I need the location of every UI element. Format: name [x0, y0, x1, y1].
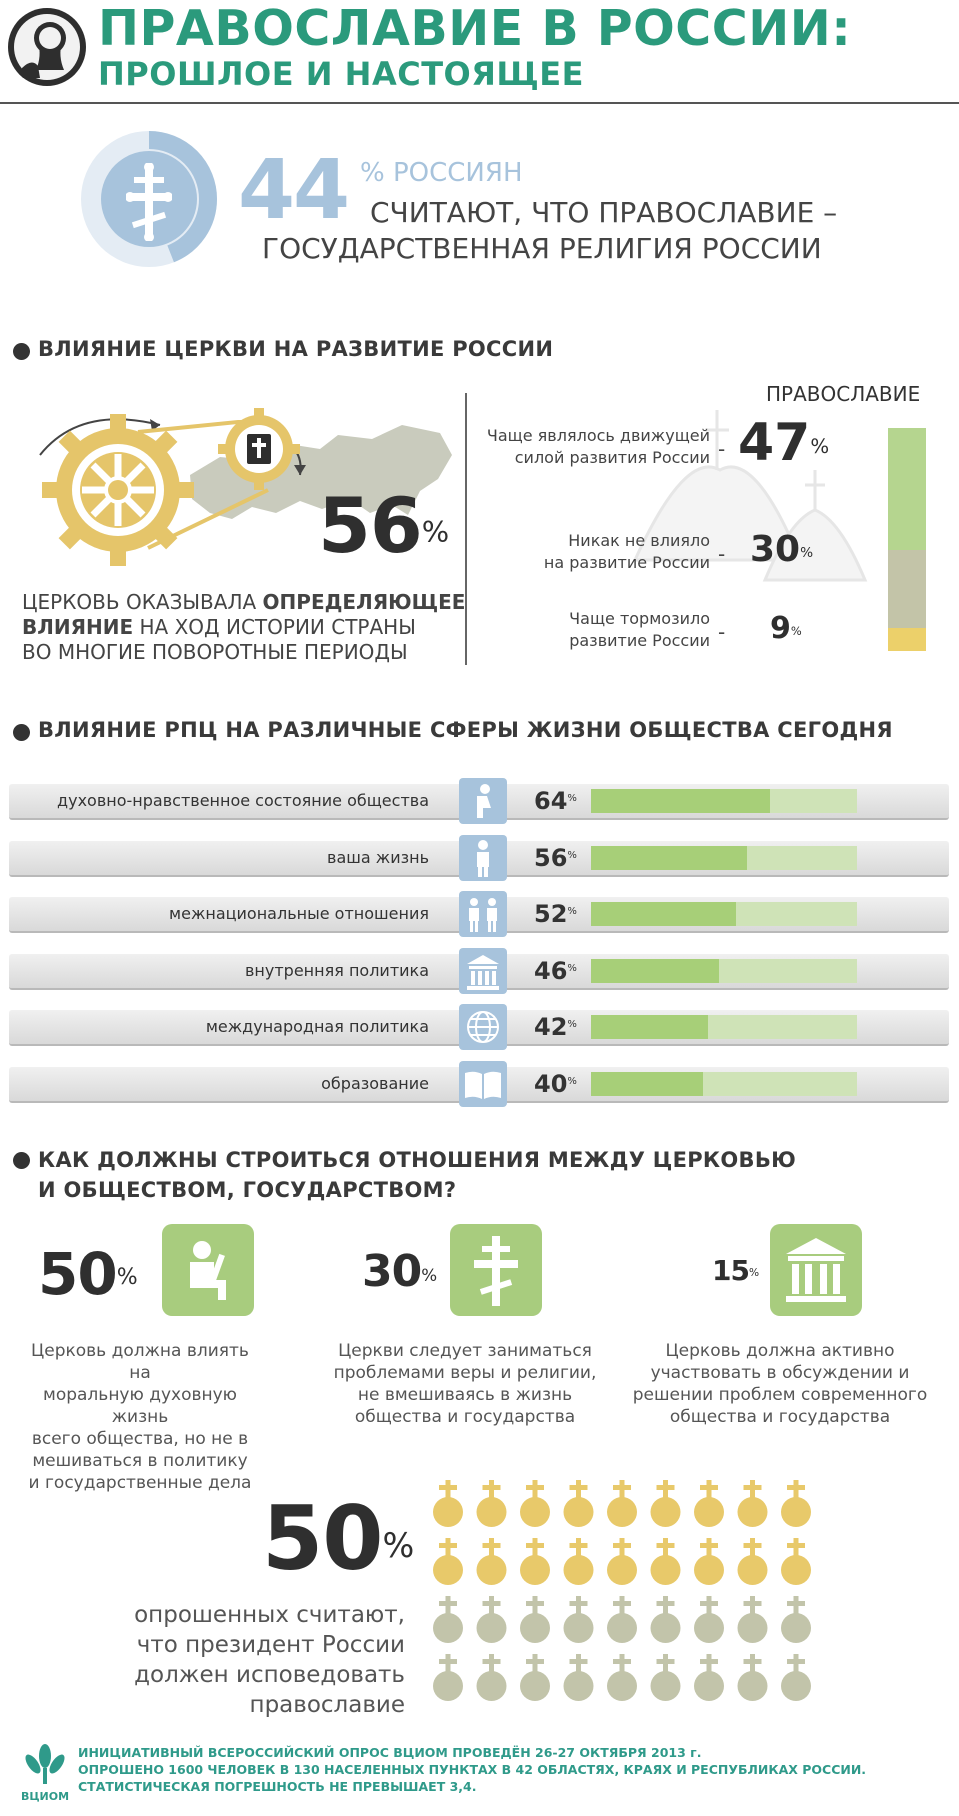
- stack-segment-none: [888, 550, 926, 628]
- sphere-unit: %: [567, 906, 577, 917]
- sphere-bar-track: [591, 846, 857, 870]
- sphere-row: [9, 1010, 949, 1046]
- footer-text: [78, 1744, 866, 1795]
- orthodoxy-item-line2: на развитие России: [543, 553, 710, 572]
- cross-pictogram-empty: [477, 1654, 507, 1701]
- option1-text: [20, 1340, 260, 1494]
- sphere-value: [534, 784, 577, 818]
- option3-value: [712, 1254, 759, 1287]
- sphere-bar-track: [591, 902, 857, 926]
- footer-line3: СТАТИСТИЧЕСКАЯ ПОГРЕШНОСТЬ НЕ ПРЕВЫШАЕТ 3,4.: [78, 1779, 477, 1794]
- government-building-icon: [770, 1224, 862, 1316]
- cross-pictogram-empty: [738, 1654, 768, 1701]
- footer-line1: ИНИЦИАТИВНЫЙ ВСЕРОССИЙСКИЙ ОПРОС ВЦИОМ ПРОВЕДЁН 26-27 ОКТЯБРЯ 2013 г.: [78, 1745, 702, 1760]
- orthodoxy-item-dash: -: [718, 542, 726, 566]
- cross-pictogram-empty: [564, 1596, 594, 1643]
- option2-tile: [450, 1224, 542, 1316]
- sphere-number: 56: [534, 844, 568, 872]
- orthodoxy-item-number: 47: [738, 413, 811, 473]
- orthodoxy-item-unit: %: [810, 434, 830, 458]
- stack-segment-brake: [888, 628, 926, 651]
- section4-line2: что президент России: [136, 1632, 405, 1658]
- option2-unit: %: [421, 1265, 437, 1286]
- orthodoxy-item-unit: %: [790, 624, 802, 639]
- orthodoxy-item-line2: развитие России: [569, 631, 710, 650]
- section1-bullet: [13, 343, 30, 360]
- sphere-icon-tile: [459, 948, 507, 994]
- orthodoxy-item-line1: Чаще тормозило: [569, 609, 710, 628]
- orthodoxy-item-number: 30: [750, 529, 801, 570]
- sphere-row: [9, 897, 949, 933]
- person-icon: [459, 835, 507, 881]
- cross-pictogram-filled: [520, 1480, 550, 1527]
- sphere-unit: %: [567, 793, 577, 804]
- vciom-label: ВЦИОМ: [20, 1790, 70, 1803]
- cross-pictogram-empty: [520, 1596, 550, 1643]
- sphere-bar-fill: [591, 1072, 703, 1096]
- sphere-label: образование: [321, 1074, 429, 1093]
- government-building-icon: [459, 948, 507, 994]
- cross-pictogram-empty: [781, 1654, 811, 1701]
- sphere-bar-track: [591, 789, 857, 813]
- cross-pictogram-empty: [520, 1654, 550, 1701]
- stat44-line1: СЧИТАЮТ, ЧТО ПРАВОСЛАВИЕ –: [370, 196, 838, 229]
- sphere-value: [534, 1067, 577, 1101]
- orthodoxy-item-line2: силой развития России: [514, 448, 710, 467]
- globe-icon: [459, 1004, 507, 1050]
- page-title: [98, 2, 851, 92]
- sphere-value: [534, 841, 577, 875]
- sphere-bar-fill: [591, 1015, 708, 1039]
- sphere-unit: %: [567, 850, 577, 861]
- option3-line1: Церковь должна активно: [665, 1341, 895, 1361]
- cross-pictogram-empty: [564, 1654, 594, 1701]
- sphere-label: внутренняя политика: [245, 961, 429, 980]
- orthodox-cross-icon: [126, 163, 172, 241]
- sphere-label: межнациональные отношения: [169, 904, 429, 923]
- section1-desc-line3: ВО МНОГИЕ ПОВОРОТНЫЕ ПЕРИОДЫ: [22, 640, 408, 664]
- orthodoxy-item-dash: -: [718, 437, 726, 461]
- section3-title-line2: И ОБЩЕСТВОМ, ГОСУДАРСТВОМ?: [38, 1178, 457, 1202]
- sphere-number: 42: [534, 1013, 568, 1041]
- option1-line1: Церковь должна влиять на: [31, 1341, 249, 1383]
- cross-pictogram-empty: [433, 1654, 463, 1701]
- section1-desc-post: НА ХОД ИСТОРИИ СТРАНЫ: [133, 615, 416, 639]
- sphere-bar-track: [591, 1015, 857, 1039]
- section1-big-unit: %: [421, 514, 449, 549]
- cross-pictogram-empty: [781, 1596, 811, 1643]
- sphere-bar-fill: [591, 959, 719, 983]
- stat44-value: [238, 143, 349, 238]
- two-people-icon: [459, 891, 507, 937]
- cross-pictogram-grid: [430, 1478, 830, 1718]
- cross-pictogram-filled: [564, 1538, 594, 1585]
- option3-line3: решении проблем современного: [632, 1385, 928, 1405]
- sphere-icon-tile: [459, 778, 507, 824]
- cross-pictogram-filled: [433, 1480, 463, 1527]
- sphere-unit: %: [567, 1019, 577, 1030]
- cross-pictogram-filled: [694, 1480, 724, 1527]
- orthodoxy-item: [470, 608, 880, 658]
- cross-pictogram-empty: [651, 1654, 681, 1701]
- section3-title-line1: КАК ДОЛЖНЫ СТРОИТЬСЯ ОТНОШЕНИЯ МЕЖДУ ЦЕРКОВЬЮ: [38, 1148, 797, 1172]
- footer-line2: ОПРОШЕНО 1600 ЧЕЛОВЕК В 130 НАСЕЛЕННЫХ ПУНКТАХ В 42 ОБЛАСТЯХ, КРАЯХ И РЕСПУБЛИКАХ РОССИИ.: [78, 1762, 867, 1777]
- orthodoxy-item-text: [569, 608, 710, 652]
- sphere-value: [534, 897, 577, 931]
- sphere-icon-tile: [459, 1004, 507, 1050]
- sphere-icon-tile: [459, 835, 507, 881]
- header-logo: [8, 8, 86, 86]
- option2-value: [362, 1246, 437, 1297]
- stat44-unit-text: РОССИЯН: [392, 158, 523, 188]
- section1-desc-bold2: ВЛИЯНИЕ: [22, 615, 134, 639]
- option3-line2: участвовать в обсуждении и: [650, 1363, 910, 1383]
- section4-line1: опрошенных считают,: [134, 1602, 405, 1628]
- sphere-icon-tile: [459, 891, 507, 937]
- orthodoxy-item-number: 9: [770, 611, 791, 646]
- option1-line2: моральную духовную жизнь: [43, 1385, 237, 1427]
- section1-vertical-divider: [465, 393, 467, 665]
- cross-pictogram-empty: [607, 1654, 637, 1701]
- stat44-unit-label: [360, 158, 523, 188]
- orthodox-cross-icon: [450, 1224, 542, 1316]
- orthodoxy-item-value: [750, 529, 814, 570]
- sphere-label: духовно-нравственное состояние общества: [57, 791, 429, 810]
- stat44-line2: ГОСУДАРСТВЕННАЯ РЕЛИГИЯ РОССИИ: [262, 232, 822, 265]
- sphere-bar-fill: [591, 902, 736, 926]
- stat44-unit: %: [360, 158, 385, 188]
- header-divider: [0, 102, 959, 104]
- option1-value: [38, 1240, 137, 1308]
- option1-line5: и государственные дела: [28, 1473, 252, 1493]
- section1-description: [22, 590, 465, 665]
- cross-pictogram-filled: [477, 1480, 507, 1527]
- cross-pictogram-empty: [694, 1596, 724, 1643]
- section3-bullet: [13, 1152, 30, 1169]
- cross-pictogram-filled: [781, 1538, 811, 1585]
- gear-belt: [118, 420, 298, 560]
- orthodoxy-item-value: [738, 413, 830, 473]
- vciom-logo: [20, 1742, 70, 1802]
- cross-pictogram-filled: [607, 1480, 637, 1527]
- section1-big-value: [318, 481, 449, 570]
- sphere-bar-track: [591, 959, 857, 983]
- vciom-leaf-icon: [20, 1742, 70, 1786]
- sphere-icon-tile: [459, 1061, 507, 1107]
- saint-portrait-icon: [8, 8, 86, 86]
- section1-big-number: 56: [318, 481, 422, 570]
- cross-pictogram-filled: [564, 1480, 594, 1527]
- sphere-bar-track: [591, 1072, 857, 1096]
- option3-unit: %: [748, 1266, 759, 1280]
- option2-line2: проблемами веры и религии,: [333, 1363, 597, 1383]
- cross-pictogram-empty: [738, 1596, 768, 1643]
- sphere-label: ваша жизнь: [327, 848, 429, 867]
- sphere-number: 46: [534, 957, 568, 985]
- section2-bullet: [13, 724, 30, 741]
- section2-title: ВЛИЯНИЕ РПЦ НА РАЗЛИЧНЫЕ СФЕРЫ ЖИЗНИ ОБЩЕСТВА СЕГОДНЯ: [38, 718, 893, 742]
- orthodoxy-item-dash: -: [718, 620, 726, 644]
- option3-line4: общества и государства: [669, 1407, 891, 1427]
- option3-tile: [770, 1224, 862, 1316]
- cross-pictogram-filled: [651, 1480, 681, 1527]
- section1-desc-bold: ОПРЕДЕЛЯЮЩЕЕ: [262, 590, 466, 614]
- option1-number: 50: [38, 1240, 117, 1308]
- sphere-row: [9, 954, 949, 990]
- sphere-unit: %: [567, 1076, 577, 1087]
- title-line-2: ПРОШЛОЕ И НАСТОЯЩЕЕ: [98, 55, 585, 93]
- orthodoxy-label: ПРАВОСЛАВИЕ: [766, 382, 921, 406]
- orthodoxy-stacked-bar: [888, 428, 926, 652]
- cross-pictogram-empty: [607, 1596, 637, 1643]
- orthodoxy-item: [470, 413, 880, 475]
- orthodoxy-item: [470, 530, 880, 580]
- option3-text: [620, 1340, 940, 1428]
- section1-title: ВЛИЯНИЕ ЦЕРКВИ НА РАЗВИТИЕ РОССИИ: [38, 337, 554, 361]
- sphere-value: [534, 1010, 577, 1044]
- sphere-number: 52: [534, 900, 568, 928]
- cross-pictogram-filled: [433, 1538, 463, 1585]
- option2-line3: не вмешиваясь в жизнь: [357, 1385, 573, 1405]
- orthodoxy-item-text: [544, 530, 710, 574]
- option1-tile: [162, 1224, 254, 1316]
- sphere-bar-fill: [591, 846, 747, 870]
- option1-line3: всего общества, но не в: [31, 1429, 249, 1449]
- cross-pictogram-empty: [433, 1596, 463, 1643]
- sphere-row: [9, 1067, 949, 1103]
- section4-line3: должен исповедовать: [134, 1662, 405, 1688]
- option1-unit: %: [116, 1265, 137, 1291]
- option3-number: 15: [712, 1254, 749, 1287]
- option1-line4: мешиваться в политику: [32, 1451, 248, 1471]
- orthodoxy-item-line1: Чаще являлось движущей: [486, 426, 710, 445]
- title-line-1: ПРАВОСЛАВИЕ В РОССИИ:: [98, 0, 852, 57]
- sphere-label: международная политика: [205, 1017, 429, 1036]
- sphere-row: [9, 841, 949, 877]
- cross-pictogram-filled: [520, 1538, 550, 1585]
- section4-value: [262, 1487, 414, 1590]
- cross-pictogram-empty: [694, 1654, 724, 1701]
- option2-line1: Церкви следует заниматься: [338, 1341, 592, 1361]
- cross-pictogram-filled: [738, 1538, 768, 1585]
- section4-unit: %: [382, 1525, 414, 1565]
- section1-desc-pre: ЦЕРКОВЬ ОКАЗЫВАЛА: [22, 590, 263, 614]
- sphere-value: [534, 954, 577, 988]
- book-icon: [459, 1061, 507, 1107]
- cross-pictogram-filled: [607, 1538, 637, 1585]
- option2-line4: общества и государства: [354, 1407, 576, 1427]
- cross-pictogram-filled: [477, 1538, 507, 1585]
- cross-pictogram-empty: [651, 1596, 681, 1643]
- orthodoxy-item-unit: %: [800, 544, 814, 561]
- orthodoxy-item-text: [487, 425, 710, 469]
- cross-pictogram-filled: [694, 1538, 724, 1585]
- section3-title: [38, 1145, 796, 1205]
- praying-person-icon: [459, 778, 507, 824]
- sphere-unit: %: [567, 963, 577, 974]
- sphere-number: 40: [534, 1070, 568, 1098]
- cross-pictogram-filled: [781, 1480, 811, 1527]
- stack-segment-drive: [888, 428, 926, 550]
- cross-pictogram-filled: [651, 1538, 681, 1585]
- cross-pictogram-filled: [738, 1480, 768, 1527]
- sphere-number: 64: [534, 787, 568, 815]
- orthodoxy-item-value: [770, 611, 802, 646]
- option2-number: 30: [362, 1246, 422, 1297]
- cross-pictogram-empty: [477, 1596, 507, 1643]
- orthodoxy-item-line1: Никак не влияло: [568, 531, 710, 550]
- section4-text: [60, 1600, 405, 1720]
- sphere-bar-fill: [591, 789, 770, 813]
- stat44-number: 44: [238, 143, 349, 238]
- option2-text: [320, 1340, 610, 1428]
- reading-person-icon: [162, 1224, 254, 1316]
- section4-line4: православие: [249, 1692, 405, 1718]
- section4-number: 50: [262, 1487, 383, 1590]
- sphere-row: [9, 784, 949, 820]
